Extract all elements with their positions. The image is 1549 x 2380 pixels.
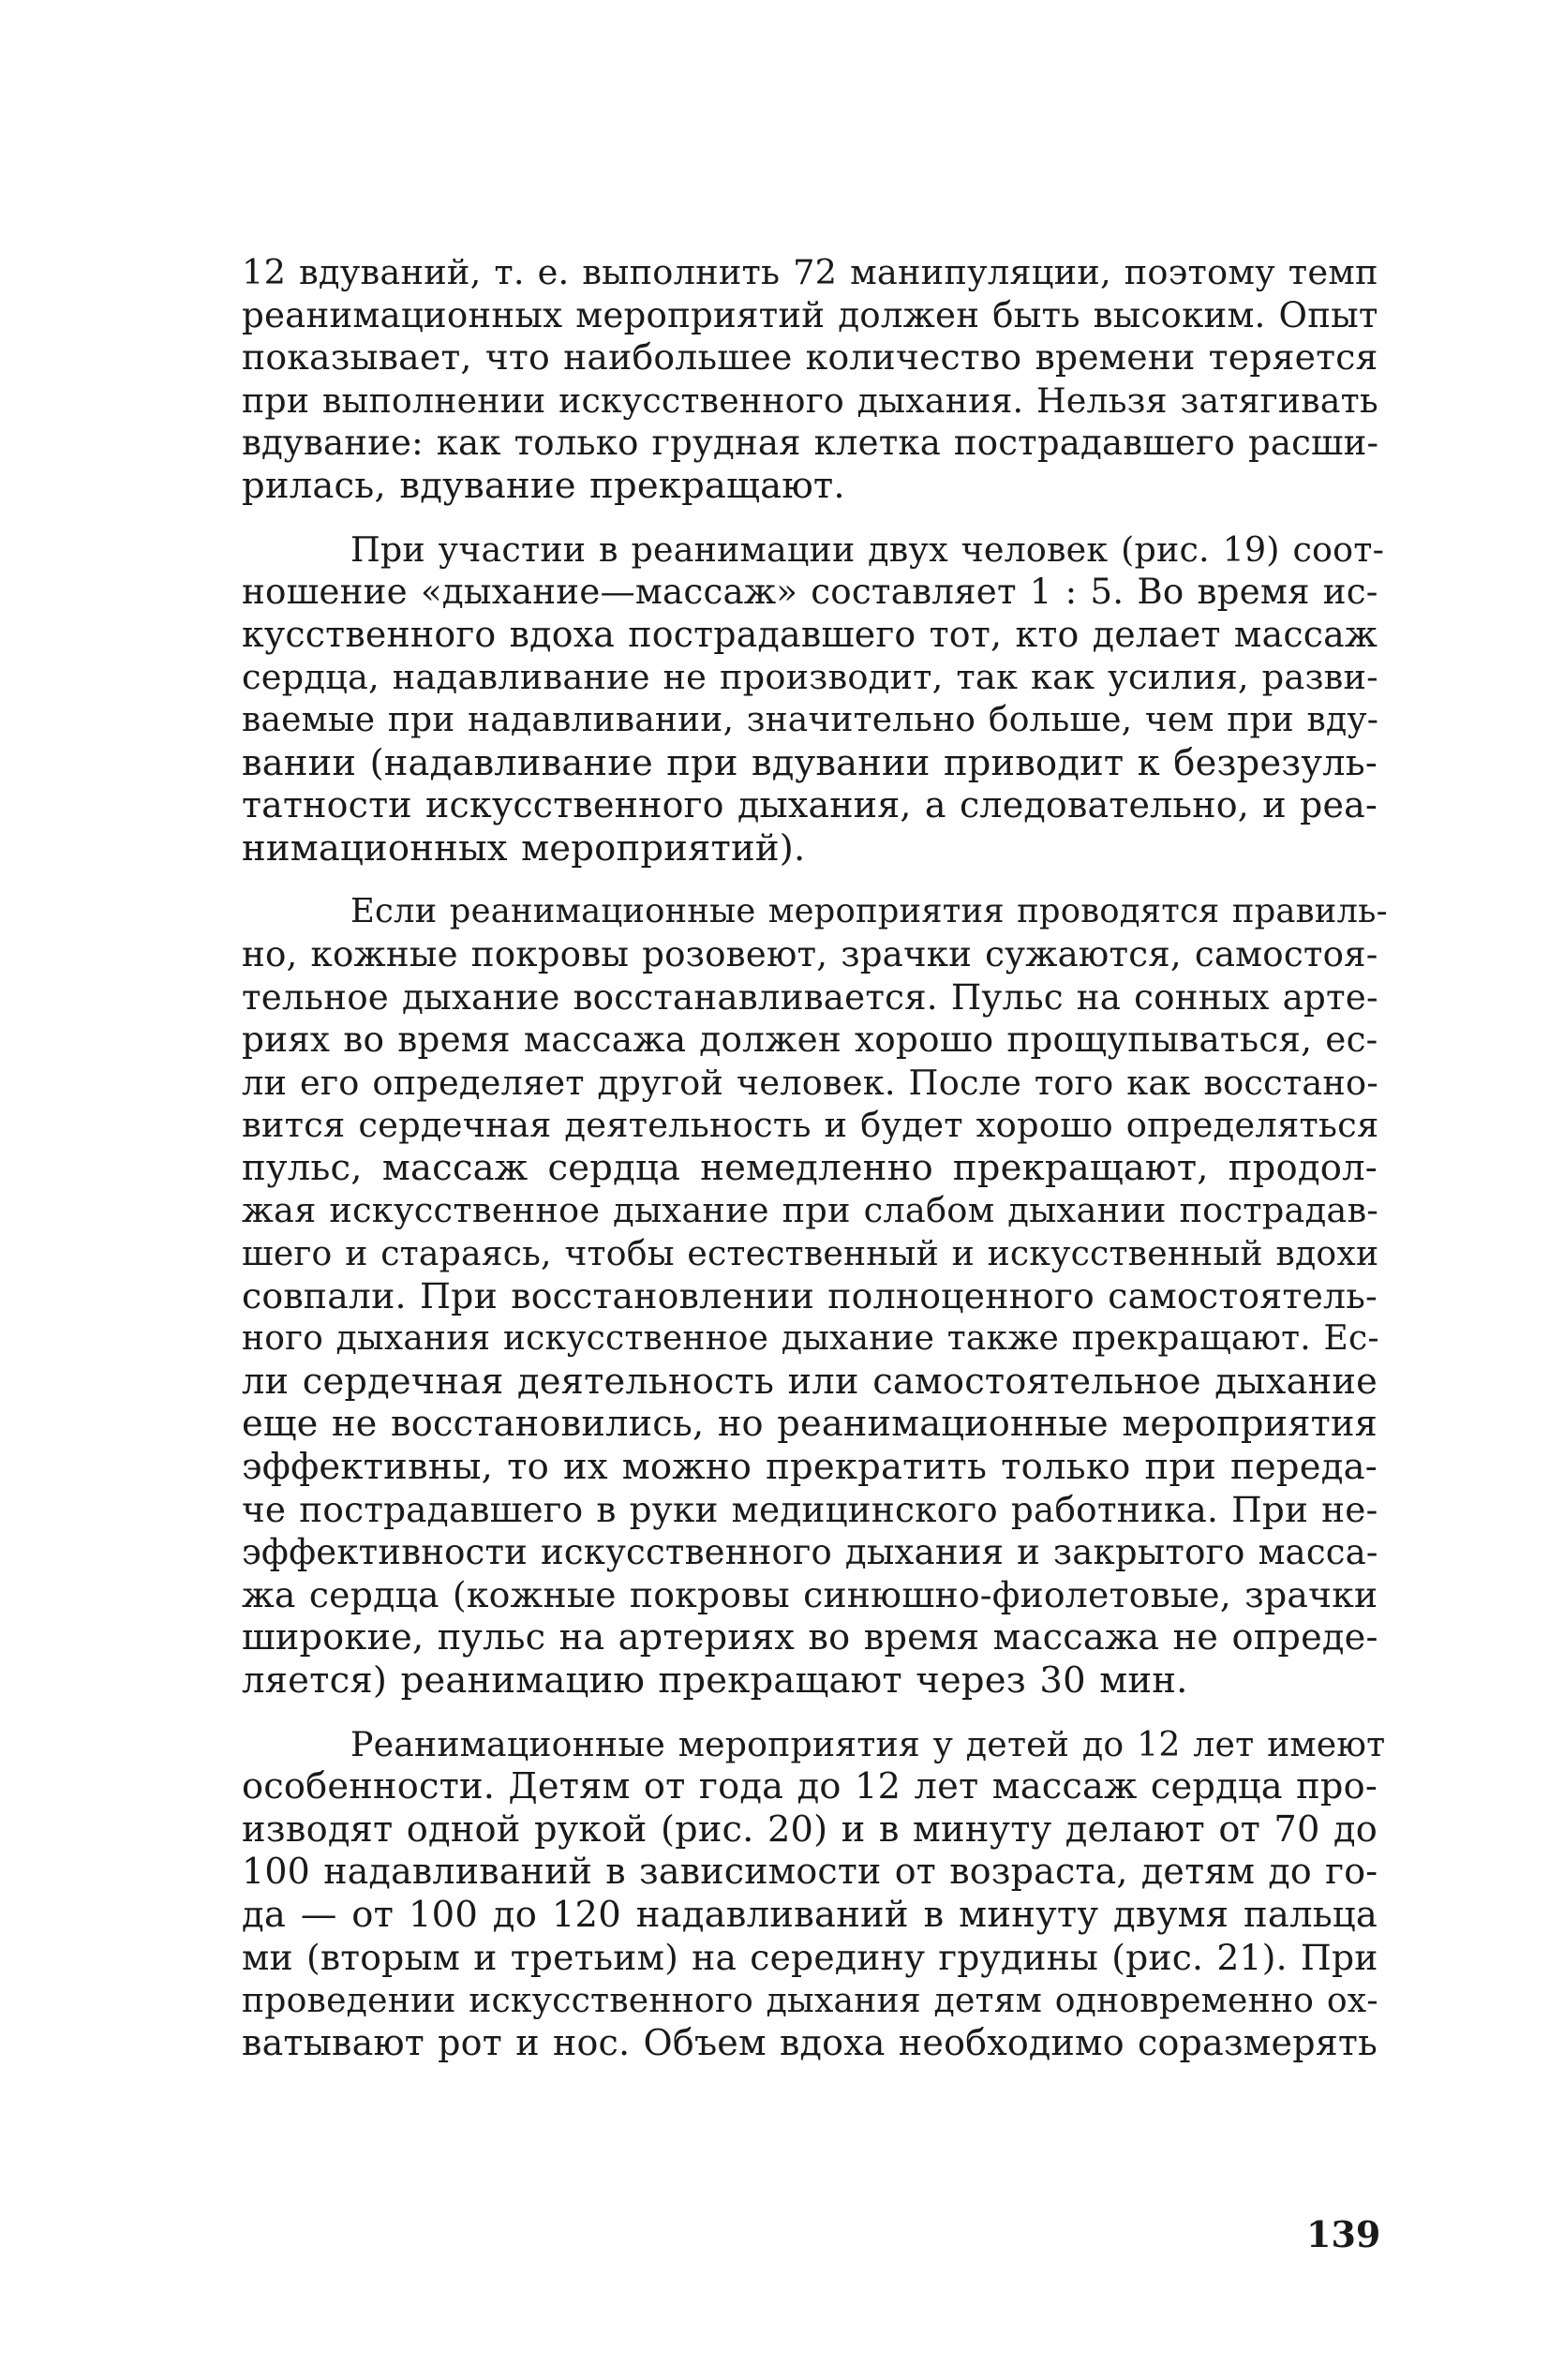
text-line: При участии в реанимации двух человек (рис. 19) соот- <box>350 528 1385 570</box>
text-line: рилась, вдувание прекращают. <box>242 464 845 507</box>
paragraph <box>242 1723 1386 2065</box>
text-line: шего и стараясь, чтобы естественный и искусственный вдохи <box>242 1233 1379 1274</box>
text-line: реанимационных мероприятий должен быть высоким. Опыт <box>242 294 1378 335</box>
text-line: тельное дыхание восстанавливается. Пульс на сонных арте- <box>242 975 1378 1018</box>
text-line: риях во время массажа должен хорошо прощупываться, ес- <box>242 1019 1378 1061</box>
text-line: че пострадавшего в руки медицинского работника. При не- <box>242 1488 1378 1530</box>
text-line: жа сердца (кожные покровы синюшно-фиолетовые, зрачки <box>242 1573 1378 1615</box>
text-line: ли его определяет другой человек. После того как восстано- <box>242 1062 1378 1103</box>
text-line: ношение «дыхание—массаж» составляет 1 : 5. Во время ис- <box>242 571 1378 613</box>
text-line: кусственного вдоха пострадавшего тот, кто делает массаж <box>242 613 1378 655</box>
text-line: ватывают рот и нос. Объем вдоха необходимо соразмерять <box>242 2021 1378 2063</box>
text-line: вдувание: как только грудная клетка пострадавшего расши- <box>242 423 1379 464</box>
text-line: Если реанимационные мероприятия проводятся правиль- <box>350 892 1388 931</box>
text-line: широкие, пульс на артериях во время массажа не опреде- <box>242 1616 1378 1659</box>
text-line: Реанимационные мероприятия у детей до 12 лет имеют <box>350 1723 1386 1764</box>
text-line: ваемые при надавливании, значительно больше, чем при вду- <box>242 700 1379 739</box>
text-line: да — от 100 до 120 надавливаний в минуту двумя пальца <box>242 1893 1378 1936</box>
paragraph <box>242 528 1385 870</box>
text-line: пульс, массаж сердца немедленно прекращают, продол- <box>242 1146 1378 1189</box>
page-number: 139 <box>1306 2213 1381 2255</box>
text-line: вании (надавливание при вдувании приводит к безрезуль- <box>242 741 1378 784</box>
text-line: изводят одной рукой (рис. 20) и в минуту делают от 70 до <box>242 1807 1378 1851</box>
text-line: 100 надавливаний в зависимости от возраста, детям до го- <box>242 1851 1378 1893</box>
text-line: 12 вдуваний, т. е. выполнить 72 манипуляции, поэтому темп <box>242 252 1378 292</box>
text-line: вится сердечная деятельность и будет хорошо определяться <box>242 1105 1379 1146</box>
text-line: совпали. При восстановлении полноценного самостоятель- <box>242 1274 1378 1316</box>
text-line: при выполнении искусственного дыхания. Нельзя затягивать <box>242 379 1378 421</box>
paragraph <box>242 251 1378 508</box>
text-line: сердца, надавливание не производит, так как усилия, разви- <box>242 657 1378 698</box>
text-line: но, кожные покровы розовеют, зрачки сужаются, самостоя- <box>242 933 1378 974</box>
text-line: особенности. Детям от года до 12 лет массаж сердца про- <box>242 1765 1378 1808</box>
text-line: еще не восстановились, но реанимационные мероприятия <box>242 1403 1378 1446</box>
text-line: ляется) реанимацию прекращают через 30 мин. <box>242 1659 1188 1702</box>
text-line: проведении искусственного дыхания детям одновременно ох- <box>242 1980 1378 2021</box>
text-line: нимационных мероприятий). <box>242 826 806 870</box>
text-line: ми (вторым и третьим) на середину грудины (рис. 21). При <box>242 1936 1378 1978</box>
text-line: ли сердечная деятельность или самостоятельное дыхание <box>242 1360 1378 1403</box>
body-text <box>242 251 1388 2064</box>
text-line: ного дыхания искусственное дыхание также прекращают. Ес- <box>242 1319 1379 1359</box>
paragraph <box>242 890 1388 1702</box>
text-line: показывает, что наибольшее количество времени теряется <box>242 336 1378 379</box>
text-line: жая искусственное дыхание при слабом дыхании пострадав- <box>242 1190 1378 1231</box>
text-line: эффективности искусственного дыхания и закрытого масса- <box>242 1532 1378 1573</box>
text-line: татности искусственного дыхания, а следовательно, и реа- <box>242 784 1378 826</box>
text-line: эффективны, то их можно прекратить только при переда- <box>242 1446 1378 1489</box>
